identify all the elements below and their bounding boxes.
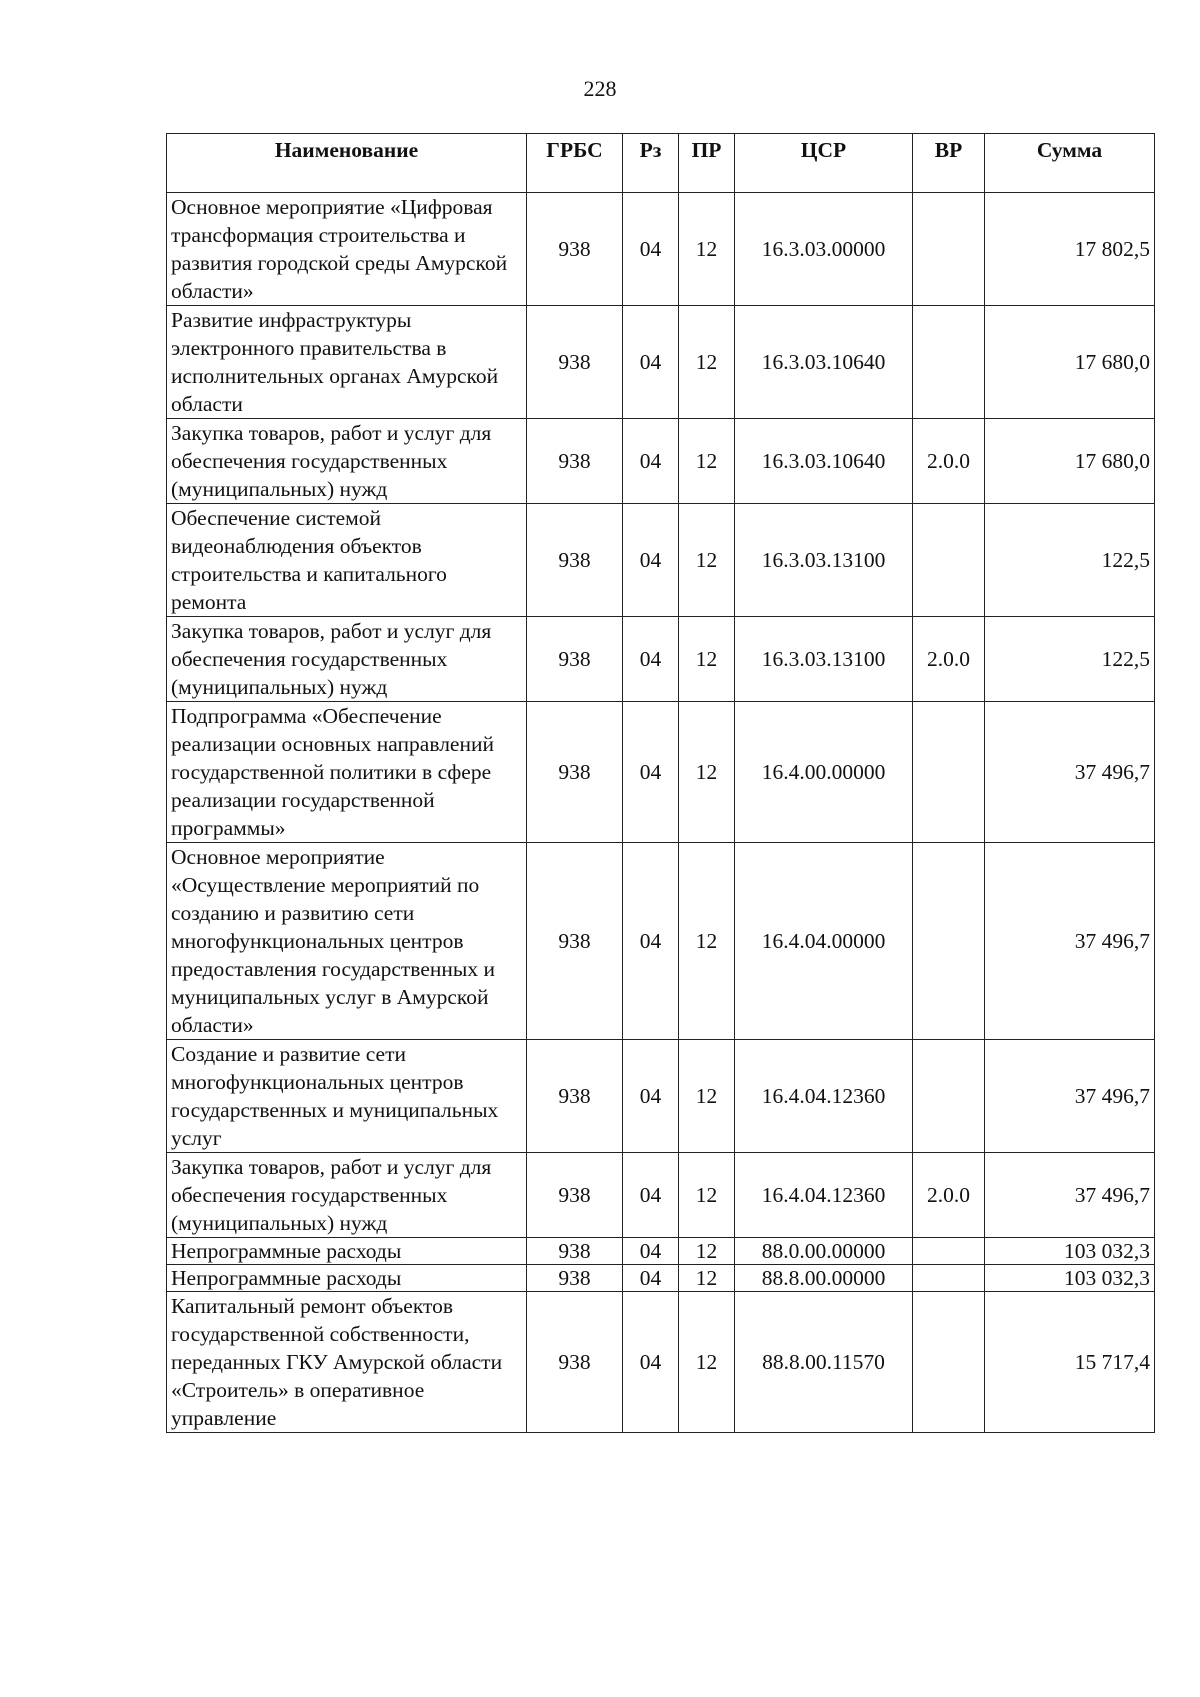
cell-pr: 12 bbox=[679, 843, 735, 1040]
cell-pr: 12 bbox=[679, 617, 735, 702]
cell-csr: 16.3.03.00000 bbox=[735, 193, 913, 306]
cell-vr: 2.0.0 bbox=[913, 617, 985, 702]
cell-vr bbox=[913, 1040, 985, 1153]
header-vr: ВР bbox=[913, 134, 985, 193]
cell-grbs: 938 bbox=[527, 306, 623, 419]
header-rz: Рз bbox=[623, 134, 679, 193]
cell-vr bbox=[913, 504, 985, 617]
cell-name: Создание и развитие сети многофункциональных центров государственных и муниципальных услуг bbox=[167, 1040, 527, 1153]
cell-name: Подпрограмма «Обеспечение реализации основных направлений государственной политики в сфере реализации государственной программы» bbox=[167, 702, 527, 843]
cell-name: Закупка товаров, работ и услуг для обеспечения государственных (муниципальных) нужд bbox=[167, 617, 527, 702]
cell-rz: 04 bbox=[623, 1040, 679, 1153]
cell-pr: 12 bbox=[679, 1265, 735, 1292]
cell-pr: 12 bbox=[679, 1238, 735, 1265]
cell-csr: 88.0.00.00000 bbox=[735, 1238, 913, 1265]
cell-rz: 04 bbox=[623, 702, 679, 843]
cell-pr: 12 bbox=[679, 419, 735, 504]
cell-csr: 88.8.00.11570 bbox=[735, 1292, 913, 1433]
cell-sum: 122,5 bbox=[985, 617, 1155, 702]
cell-vr bbox=[913, 193, 985, 306]
cell-name: Непрограммные расходы bbox=[167, 1238, 527, 1265]
cell-grbs: 938 bbox=[527, 1265, 623, 1292]
cell-sum: 15 717,4 bbox=[985, 1292, 1155, 1433]
cell-grbs: 938 bbox=[527, 1292, 623, 1433]
cell-sum: 103 032,3 bbox=[985, 1238, 1155, 1265]
cell-pr: 12 bbox=[679, 1153, 735, 1238]
cell-rz: 04 bbox=[623, 419, 679, 504]
cell-name: Капитальный ремонт объектов государственной собственности, переданных ГКУ Амурской области «Строитель» в оперативное управление bbox=[167, 1292, 527, 1433]
cell-pr: 12 bbox=[679, 306, 735, 419]
header-grbs: ГРБС bbox=[527, 134, 623, 193]
header-sum: Сумма bbox=[985, 134, 1155, 193]
budget-table bbox=[166, 133, 1155, 1433]
cell-csr: 88.8.00.00000 bbox=[735, 1265, 913, 1292]
cell-csr: 16.3.03.13100 bbox=[735, 617, 913, 702]
cell-name: Непрограммные расходы bbox=[167, 1265, 527, 1292]
cell-name: Основное мероприятие «Осуществление мероприятий по созданию и развитию сети многофункциональных центров предоставления государственных и муниципальных услуг в Амурской области» bbox=[167, 843, 527, 1040]
table-row bbox=[167, 1040, 1155, 1153]
cell-vr bbox=[913, 1292, 985, 1433]
cell-csr: 16.4.04.12360 bbox=[735, 1153, 913, 1238]
cell-pr: 12 bbox=[679, 1040, 735, 1153]
cell-sum: 37 496,7 bbox=[985, 843, 1155, 1040]
cell-rz: 04 bbox=[623, 306, 679, 419]
cell-pr: 12 bbox=[679, 702, 735, 843]
cell-csr: 16.3.03.10640 bbox=[735, 419, 913, 504]
cell-rz: 04 bbox=[623, 1265, 679, 1292]
cell-name: Обеспечение системой видеонаблюдения объектов строительства и капитального ремонта bbox=[167, 504, 527, 617]
table-row bbox=[167, 419, 1155, 504]
page-number: 228 bbox=[583, 76, 617, 101]
table-row bbox=[167, 702, 1155, 843]
cell-pr: 12 bbox=[679, 193, 735, 306]
cell-sum: 17 680,0 bbox=[985, 306, 1155, 419]
cell-csr: 16.4.04.12360 bbox=[735, 1040, 913, 1153]
cell-csr: 16.4.04.00000 bbox=[735, 843, 913, 1040]
table-row bbox=[167, 1292, 1155, 1433]
cell-grbs: 938 bbox=[527, 504, 623, 617]
header-row bbox=[167, 134, 1155, 193]
cell-sum: 37 496,7 bbox=[985, 1040, 1155, 1153]
cell-name: Закупка товаров, работ и услуг для обеспечения государственных (муниципальных) нужд bbox=[167, 419, 527, 504]
cell-sum: 17 680,0 bbox=[985, 419, 1155, 504]
cell-sum: 122,5 bbox=[985, 504, 1155, 617]
cell-csr: 16.4.00.00000 bbox=[735, 702, 913, 843]
cell-sum: 17 802,5 bbox=[985, 193, 1155, 306]
header-csr: ЦСР bbox=[735, 134, 913, 193]
cell-sum: 103 032,3 bbox=[985, 1265, 1155, 1292]
cell-grbs: 938 bbox=[527, 419, 623, 504]
cell-vr: 2.0.0 bbox=[913, 419, 985, 504]
cell-rz: 04 bbox=[623, 1238, 679, 1265]
cell-grbs: 938 bbox=[527, 617, 623, 702]
header-pr: ПР bbox=[679, 134, 735, 193]
table-row bbox=[167, 193, 1155, 306]
cell-rz: 04 bbox=[623, 1292, 679, 1433]
cell-rz: 04 bbox=[623, 504, 679, 617]
cell-vr bbox=[913, 1265, 985, 1292]
cell-vr bbox=[913, 843, 985, 1040]
cell-vr: 2.0.0 bbox=[913, 1153, 985, 1238]
cell-grbs: 938 bbox=[527, 702, 623, 843]
cell-rz: 04 bbox=[623, 1153, 679, 1238]
cell-vr bbox=[913, 1238, 985, 1265]
cell-sum: 37 496,7 bbox=[985, 702, 1155, 843]
cell-rz: 04 bbox=[623, 617, 679, 702]
cell-rz: 04 bbox=[623, 843, 679, 1040]
table-row bbox=[167, 617, 1155, 702]
cell-grbs: 938 bbox=[527, 1040, 623, 1153]
table-row bbox=[167, 1265, 1155, 1292]
cell-vr bbox=[913, 306, 985, 419]
cell-grbs: 938 bbox=[527, 843, 623, 1040]
cell-grbs: 938 bbox=[527, 1153, 623, 1238]
table-row bbox=[167, 306, 1155, 419]
table-row bbox=[167, 1153, 1155, 1238]
header-name: Наименование bbox=[167, 134, 527, 193]
cell-sum: 37 496,7 bbox=[985, 1153, 1155, 1238]
cell-rz: 04 bbox=[623, 193, 679, 306]
cell-csr: 16.3.03.13100 bbox=[735, 504, 913, 617]
table-row bbox=[167, 504, 1155, 617]
cell-grbs: 938 bbox=[527, 1238, 623, 1265]
cell-name: Основное мероприятие «Цифровая трансформация строительства и развития городской среды Амурской области» bbox=[167, 193, 527, 306]
cell-csr: 16.3.03.10640 bbox=[735, 306, 913, 419]
cell-pr: 12 bbox=[679, 1292, 735, 1433]
cell-name: Развитие инфраструктуры электронного правительства в исполнительных органах Амурской области bbox=[167, 306, 527, 419]
table-row bbox=[167, 1238, 1155, 1265]
cell-pr: 12 bbox=[679, 504, 735, 617]
cell-vr bbox=[913, 702, 985, 843]
cell-name: Закупка товаров, работ и услуг для обеспечения государственных (муниципальных) нужд bbox=[167, 1153, 527, 1238]
cell-grbs: 938 bbox=[527, 193, 623, 306]
table-row bbox=[167, 843, 1155, 1040]
